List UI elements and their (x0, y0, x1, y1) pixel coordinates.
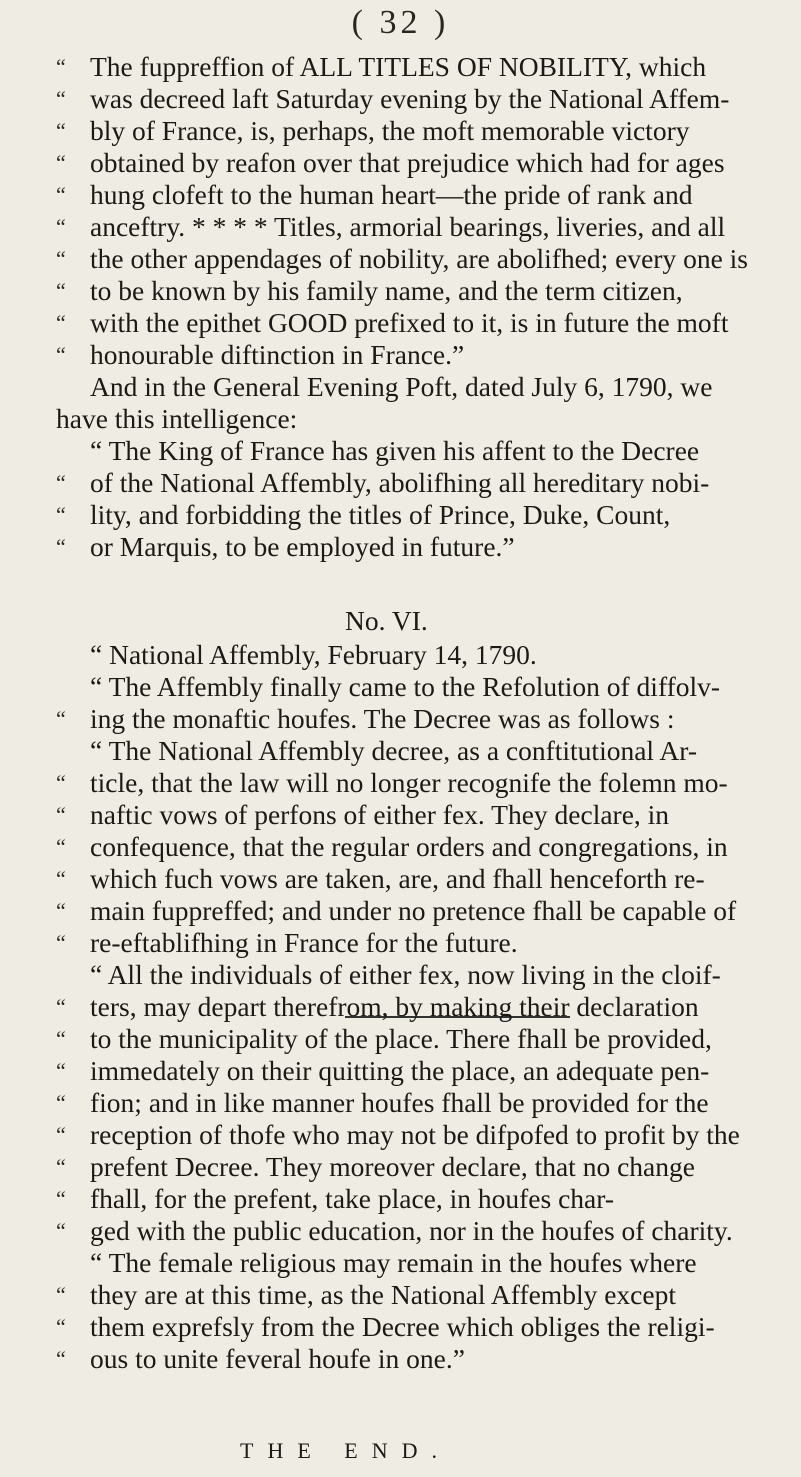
text-line: with the epithet GOOD prefixed to it, is in future the moft (90, 307, 729, 338)
margin-quote-mark: “ (56, 246, 66, 271)
margin-quote-mark: “ (56, 1090, 66, 1115)
text-line: “ The female religious may remain in the houfes where (90, 1247, 697, 1278)
margin-quote-mark: “ (56, 1154, 66, 1179)
text-line: ged with the public education, nor in the houfes of charity. (90, 1215, 733, 1246)
margin-quote-mark: “ (56, 1026, 66, 1051)
text-line: bly of France, is, perhaps, the moft memorable victory (90, 115, 690, 146)
margin-quote-mark: “ (56, 310, 66, 335)
text-line: to be known by his family name, and the term citizen, (90, 275, 683, 306)
margin-quote-mark: “ (56, 342, 66, 367)
margin-quote-mark: “ (56, 866, 66, 891)
margin-quote-mark: “ (56, 118, 66, 143)
text-line: And in the General Evening Poft, dated July 6, 1790, we (90, 371, 713, 402)
text-line: the other appendages of nobility, are abolifhed; every one is (90, 243, 748, 274)
margin-quote-mark: “ (56, 1122, 66, 1147)
text-line: ters, may depart therefrom, by making their declaration (90, 991, 699, 1022)
text-line: fion; and in like manner houfes fhall be provided for the (90, 1087, 709, 1118)
margin-quote-mark: “ (56, 502, 66, 527)
margin-quote-mark: “ (56, 802, 66, 827)
text-line: prefent Decree. They moreover declare, that no change (90, 1151, 695, 1182)
text-line: which fuch vows are taken, are, and fhall henceforth re- (90, 863, 705, 894)
text-line: “ National Affembly, February 14, 1790. (90, 639, 537, 670)
text-line: No. VI. (345, 605, 428, 636)
text-line: “ The King of France has given his affent to the Decree (90, 435, 700, 466)
text-line: they are at this time, as the National Affembly except (90, 1279, 676, 1310)
page-number: ( 32 ) (351, 4, 450, 41)
margin-quote-mark: “ (56, 182, 66, 207)
text-line: or Marquis, to be employed in future.” (90, 531, 515, 562)
margin-quote-mark: “ (56, 1282, 66, 1307)
text-line: main fuppreffed; and under no pretence fhall be capable of (90, 895, 737, 926)
text-line: anceftry. * * * * Titles, armorial bearings, liveries, and all (90, 211, 726, 242)
margin-quote-mark: “ (56, 534, 66, 559)
text-line: The fuppreffion of ALL TITLES OF NOBILITY, which (90, 51, 707, 82)
margin-quote-mark: “ (56, 706, 66, 731)
text-line: them exprefsly from the Decree which obliges the religi- (90, 1311, 715, 1342)
text-line: “ The National Affembly decree, as a conftitutional Ar- (90, 735, 698, 766)
margin-quote-mark: “ (56, 54, 66, 79)
margin-quote-mark: “ (56, 1058, 66, 1083)
margin-quote-mark: “ (56, 470, 66, 495)
text-line: lity, and forbidding the titles of Prince, Duke, Count, (90, 499, 671, 530)
margin-quote-mark: “ (56, 930, 66, 955)
text-line: ticle, that the law will no longer recognife the folemn mo- (90, 767, 728, 798)
text-line: ing the monaftic houfes. The Decree was as follows : (90, 703, 675, 734)
margin-quote-mark: “ (56, 834, 66, 859)
text-line: fhall, for the prefent, take place, in houfes char- (90, 1183, 614, 1214)
text-line: confequence, that the regular orders and congregations, in (90, 831, 728, 862)
margin-quote-mark: “ (56, 1186, 66, 1211)
catchword: THE END. (240, 1438, 451, 1463)
text-line: naftic vows of perfons of either fex. They declare, in (90, 799, 670, 830)
margin-quote-mark: “ (56, 1218, 66, 1243)
text-line: reception of thofe who may not be difpofed to profit by the (90, 1119, 740, 1150)
margin-quote-mark: “ (56, 994, 66, 1019)
text-line: honourable diftinction in France.” (90, 339, 465, 370)
margin-quote-mark: “ (56, 1346, 66, 1371)
text-line: was decreed laft Saturday evening by the National Affem- (90, 83, 730, 114)
margin-quote-mark: “ (56, 86, 66, 111)
text-line: ous to unite feveral houfe in one.” (90, 1343, 465, 1374)
text-line: “ All the individuals of either fex, now living in the cloif- (90, 959, 721, 990)
text-line: have this intelligence: (56, 403, 298, 434)
margin-quote-mark: “ (56, 214, 66, 239)
margin-quote-mark: “ (56, 1314, 66, 1339)
text-line: of the National Affembly, abolifhing all hereditary nobi- (90, 467, 710, 498)
text-line: “ The Affembly finally came to the Refolution of diffolv- (90, 671, 721, 702)
margin-quote-mark: “ (56, 278, 66, 303)
margin-quote-mark: “ (56, 150, 66, 175)
text-line: immedately on their quitting the place, an adequate pen- (90, 1055, 710, 1086)
text-line: to the municipality of the place. There fhall be provided, (90, 1023, 712, 1054)
text-line: hung clofeft to the human heart—the pride of rank and (90, 179, 693, 210)
text-line: re-eftablifhing in France for the future. (90, 927, 518, 958)
margin-quote-mark: “ (56, 770, 66, 795)
text-line: obtained by reafon over that prejudice which had for ages (90, 147, 725, 178)
margin-quote-mark: “ (56, 898, 66, 923)
